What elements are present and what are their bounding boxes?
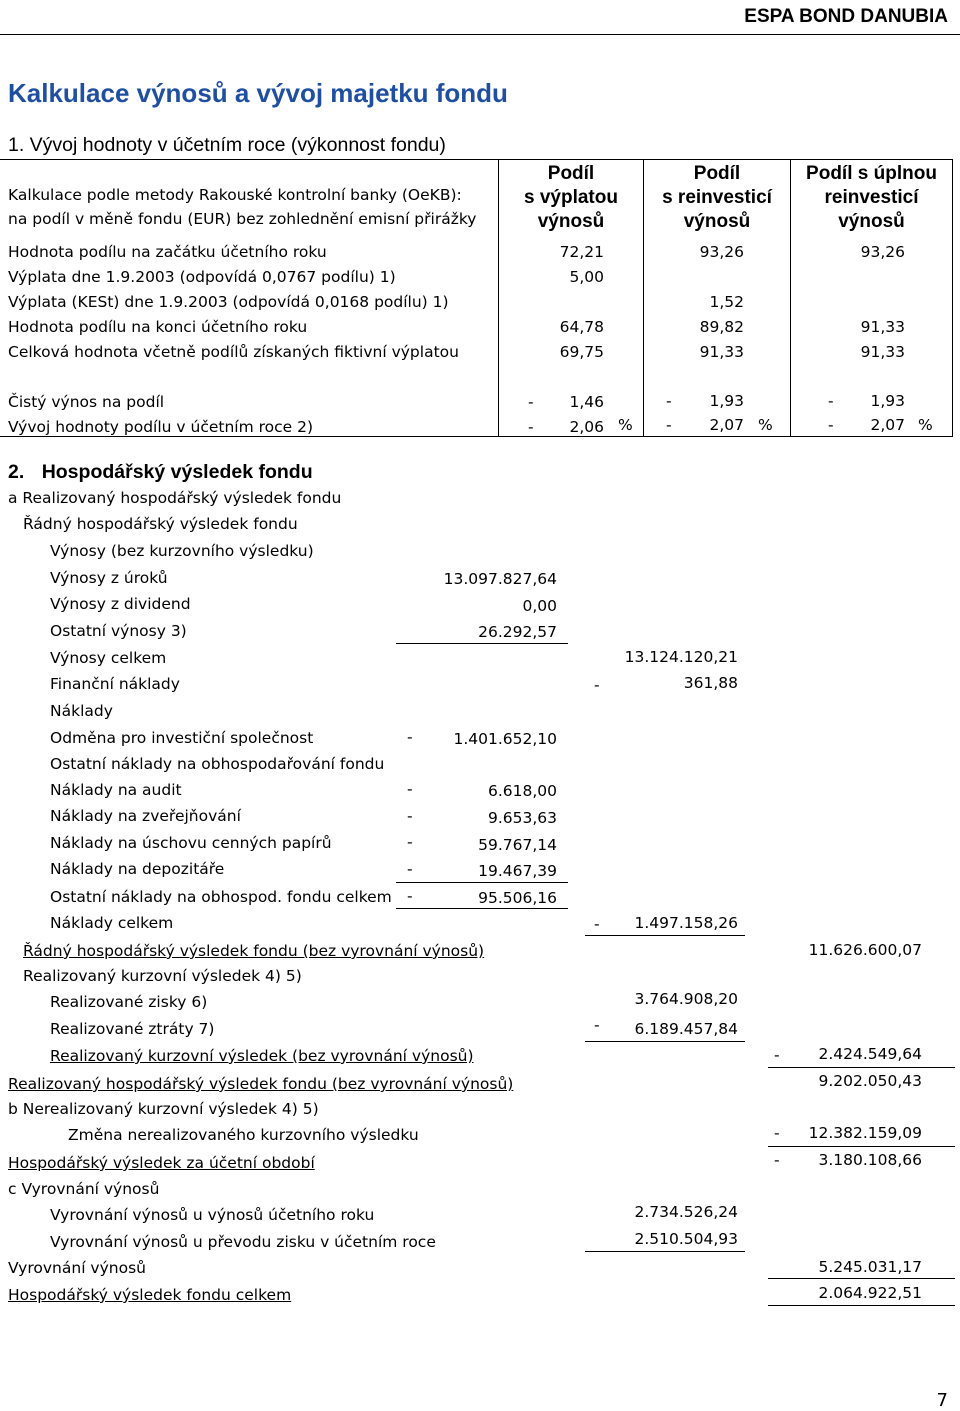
minus-sign: - — [407, 887, 413, 905]
table-right-border — [952, 159, 953, 436]
value-reinvest: 93,26 — [699, 243, 744, 261]
row-label: Celková hodnota včetně podílů získaných fiktivní výplatou — [8, 343, 459, 361]
adj-transfer-label: Vyrovnání výnosů u převodu zisku v účetním roce — [50, 1233, 436, 1251]
minus-sign: - — [666, 416, 672, 434]
minus-sign: - — [594, 1016, 600, 1034]
subtotal-rule — [396, 882, 568, 883]
costs-total-label: Náklady celkem — [50, 914, 174, 932]
subtotal-rule — [396, 908, 568, 909]
other-income-value: 26.292,57 — [478, 623, 557, 641]
income-total-value: 13.124.120,21 — [624, 648, 738, 666]
minus-sign: - — [666, 392, 672, 410]
other-income-label: Ostatní výnosy 3) — [50, 622, 187, 640]
minus-sign: - — [774, 1124, 780, 1142]
minus-sign: - — [828, 416, 834, 434]
adj-total-label: Vyrovnání výnosů — [8, 1259, 146, 1277]
method-line-1: Kalkulace podle metody Rakouské kontrolní banky (OeKB): — [8, 186, 462, 204]
realized-gains-value: 3.764.908,20 — [634, 990, 738, 1008]
page-title: Kalkulace výnosů a vývoj majetku fondu — [8, 78, 508, 108]
minus-sign: - — [528, 418, 534, 436]
unrealized-change-label: Změna nerealizovaného kurzovního výsledku — [68, 1126, 419, 1144]
adj-transfer-value: 2.510.504,93 — [634, 1230, 738, 1248]
income-header: Výnosy (bez kurzovního výsledku) — [50, 542, 314, 560]
value-reinvest: 1,52 — [709, 293, 744, 311]
fx-result-header: Realizovaný kurzovní výsledek 4) 5) — [23, 967, 302, 985]
minus-sign: - — [407, 780, 413, 798]
minus-sign: - — [407, 807, 413, 825]
interest-income-label: Výnosy z úroků — [50, 569, 168, 587]
fund-total-label: Hospodářský výsledek fondu celkem — [8, 1286, 292, 1304]
realized-result-label: Realizovaný hospodářský výsledek fondu (bez vyrovnání výnosů) — [8, 1075, 514, 1093]
col-header-full-reinvest: Podíl s úplnou reinvesticí výnosů — [806, 163, 937, 232]
subtotal-rule — [585, 935, 745, 936]
minus-sign: - — [774, 1046, 780, 1064]
realized-fx-result-label: Realizovaný kurzovní výsledek (bez vyrovnání výnosů) — [50, 1047, 474, 1065]
minus-sign: - — [407, 860, 413, 878]
management-fee-label: Odměna pro investiční společnost — [50, 729, 314, 747]
realized-losses-value: 6.189.457,84 — [634, 1020, 738, 1038]
other-costs-total-value: 95.506,16 — [478, 889, 557, 907]
unrealized-change-value: 12.382.159,09 — [808, 1124, 922, 1142]
realized-result-value: 9.202.050,43 — [818, 1072, 922, 1090]
minus-sign: - — [594, 915, 600, 933]
dividend-income-label: Výnosy z dividend — [50, 595, 191, 613]
ordinary-result-header: Řádný hospodářský výsledek fondu — [23, 515, 298, 533]
value-payout: 5,00 — [569, 268, 604, 286]
col-header-reinvest: Podíl s reinvesticí výnosů — [662, 163, 772, 232]
other-costs-total-label: Ostatní náklady na obhospod. fondu celkem — [50, 888, 392, 906]
adj-income-label: Vyrovnání výnosů u výnosů účetního roku — [50, 1206, 375, 1224]
value-reinvest: 2,07 — [709, 416, 744, 434]
value-full-reinvest: 2,07 — [870, 416, 905, 434]
value-reinvest: 89,82 — [699, 318, 744, 336]
minus-sign: - — [528, 393, 534, 411]
financial-costs-value: 361,88 — [683, 674, 738, 692]
value-full-reinvest: 91,33 — [860, 318, 905, 336]
table-top-rule — [0, 159, 953, 160]
section1-heading: 1. Vývoj hodnoty v účetním roce (výkonnost fondu) — [8, 134, 446, 156]
percent-sign: % — [758, 416, 773, 434]
income-total-label: Výnosy celkem — [50, 649, 167, 667]
minus-sign: - — [407, 728, 413, 746]
value-reinvest: 91,33 — [699, 343, 744, 361]
depositary-costs-value: 19.467,39 — [478, 862, 557, 880]
adj-income-value: 2.734.526,24 — [634, 1203, 738, 1221]
period-result-value: 3.180.108,66 — [818, 1151, 922, 1169]
minus-sign: - — [828, 392, 834, 410]
minus-sign: - — [594, 676, 600, 694]
subtotal-rule — [768, 1305, 955, 1306]
value-full-reinvest: 1,93 — [870, 392, 905, 410]
percent-sign: % — [618, 416, 633, 434]
subtotal-rule — [396, 643, 568, 644]
row-label: Čistý výnos na podíl — [8, 393, 165, 411]
costs-header: Náklady — [50, 702, 113, 720]
custody-costs-value: 59.767,14 — [478, 836, 557, 854]
fund-brand: ESPA BOND DANUBIA — [744, 6, 948, 27]
value-full-reinvest: 93,26 — [860, 243, 905, 261]
row-label: Vývoj hodnoty podílu v účetním roce 2) — [8, 418, 314, 436]
value-payout: 69,75 — [559, 343, 604, 361]
publication-costs-label: Náklady na zveřejňování — [50, 807, 241, 825]
row-label: Hodnota podílu na začátku účetního roku — [8, 243, 327, 261]
value-payout: 64,78 — [559, 318, 604, 336]
realized-fx-result-value: 2.424.549,64 — [818, 1045, 922, 1063]
col-header-payout: Podíl s výplatou výnosů — [524, 163, 618, 232]
minus-sign: - — [407, 833, 413, 851]
dividend-income-value: 0,00 — [522, 597, 557, 615]
costs-total-value: 1.497.158,26 — [634, 914, 738, 932]
value-payout: 1,46 — [569, 393, 604, 411]
subtotal-rule — [585, 1041, 745, 1042]
value-full-reinvest: 91,33 — [860, 343, 905, 361]
row-label: Hodnota podílu na konci účetního roku — [8, 318, 308, 336]
audit-costs-value: 6.618,00 — [487, 782, 557, 800]
percent-sign: % — [918, 416, 933, 434]
unrealized-result-header: b Nerealizovaný kurzovní výsledek 4) 5) — [8, 1100, 319, 1118]
value-reinvest: 1,93 — [709, 392, 744, 410]
other-costs-header: Ostatní náklady na obhospodařování fondu — [50, 755, 385, 773]
subtotal-rule — [768, 1067, 955, 1068]
realized-losses-label: Realizované ztráty 7) — [50, 1020, 215, 1038]
value-payout: 2,06 — [569, 418, 604, 436]
period-result-label: Hospodářský výsledek za účetní období — [8, 1154, 315, 1172]
custody-costs-label: Náklady na úschovu cenných papírů — [50, 834, 332, 852]
subtotal-rule — [585, 1251, 745, 1252]
ordinary-result-value: 11.626.600,07 — [808, 941, 922, 959]
management-fee-value: 1.401.652,10 — [453, 730, 557, 748]
depositary-costs-label: Náklady na depozitáře — [50, 860, 225, 878]
value-payout: 72,21 — [559, 243, 604, 261]
realized-gains-label: Realizované zisky 6) — [50, 993, 208, 1011]
header-rule — [0, 34, 960, 35]
method-line-2: na podíl v měně fondu (EUR) bez zohlednění emisní přirážky — [8, 210, 477, 228]
fund-total-value: 2.064.922,51 — [818, 1284, 922, 1302]
audit-costs-label: Náklady na audit — [50, 781, 182, 799]
interest-income-value: 13.097.827,64 — [443, 570, 557, 588]
page-number: 7 — [936, 1390, 948, 1411]
ordinary-result-label: Řádný hospodářský výsledek fondu (bez vyrovnání výnosů) — [23, 942, 485, 960]
subtotal-rule — [768, 1278, 955, 1279]
adj-total-value: 5.245.031,17 — [818, 1258, 922, 1276]
income-adjustment-header: c Vyrovnání výnosů — [8, 1180, 160, 1198]
realized-result-header: a Realizovaný hospodářský výsledek fondu — [8, 489, 342, 507]
minus-sign: - — [774, 1151, 780, 1169]
subtotal-rule — [768, 1146, 955, 1147]
row-label: Výplata dne 1.9.2003 (odpovídá 0,0767 podílu) 1) — [8, 268, 396, 286]
publication-costs-value: 9.653,63 — [487, 809, 557, 827]
row-label: Výplata (KESt) dne 1.9.2003 (odpovídá 0,0168 podílu) 1) — [8, 293, 449, 311]
section2-heading: 2. Hospodářský výsledek fondu — [8, 461, 313, 483]
financial-costs-label: Finanční náklady — [50, 675, 180, 693]
